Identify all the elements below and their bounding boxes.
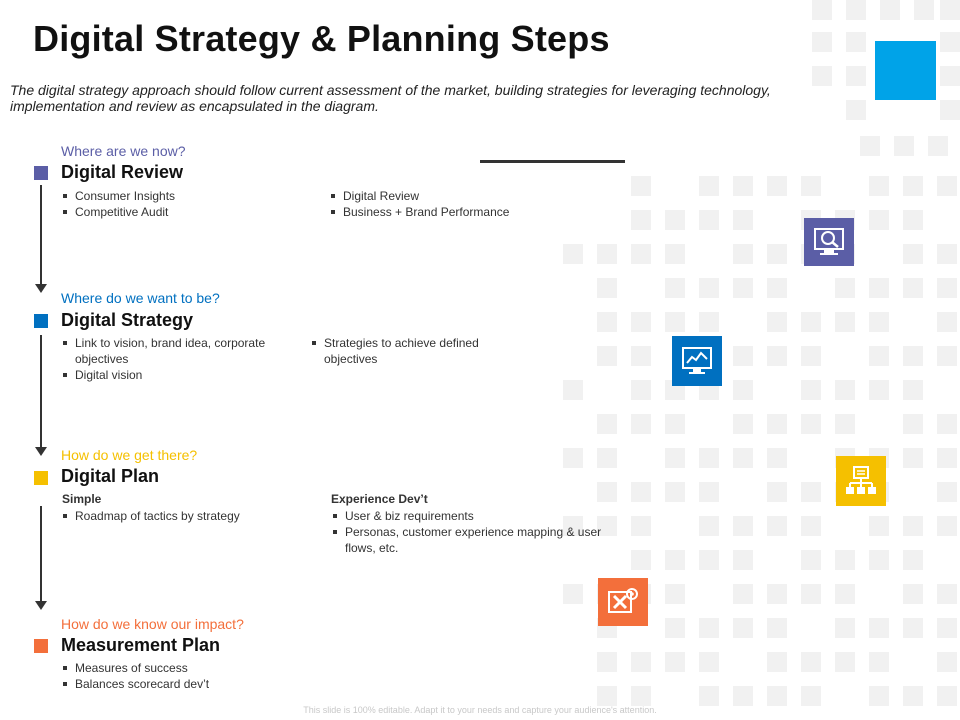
- grid-square: [835, 312, 855, 332]
- grid-square: [733, 346, 753, 366]
- grid-square: [733, 380, 753, 400]
- list-item: Balances scorecard dev’t: [61, 676, 301, 692]
- accent-square: [875, 41, 936, 100]
- step-arrow: [40, 506, 42, 602]
- grid-square: [665, 278, 685, 298]
- grid-square: [903, 414, 923, 434]
- grid-square: [903, 618, 923, 638]
- grid-square: [767, 516, 787, 536]
- grid-square: [767, 346, 787, 366]
- grid-square: [937, 312, 957, 332]
- grid-square: [767, 482, 787, 502]
- grid-square: [699, 618, 719, 638]
- list-item: Competitive Audit: [61, 204, 301, 220]
- grid-square: [860, 136, 880, 156]
- list-item: Measures of success: [61, 660, 301, 676]
- grid-square: [631, 244, 651, 264]
- page-title: Digital Strategy & Planning Steps: [33, 18, 610, 59]
- page-subtitle: The digital strategy approach should follow current assessment of the market, building strategies for leveraging technology, implementation and review as encapsulated in the diagram.: [10, 82, 771, 114]
- grid-square: [940, 66, 960, 86]
- grid-square: [597, 278, 617, 298]
- list-item: Consumer Insights: [61, 188, 301, 204]
- grid-square: [801, 414, 821, 434]
- step-review-list-1: [61, 188, 301, 220]
- grid-square: [631, 550, 651, 570]
- step-strategy-list-2: [310, 335, 510, 367]
- grid-square: [812, 0, 832, 20]
- list-item: Digital Review: [329, 188, 589, 204]
- grid-square: [767, 584, 787, 604]
- step-review-marker: [34, 166, 48, 180]
- grid-square: [801, 584, 821, 604]
- grid-square: [940, 32, 960, 52]
- grid-square: [801, 346, 821, 366]
- grid-square: [937, 346, 957, 366]
- grid-square: [801, 482, 821, 502]
- grid-square: [846, 32, 866, 52]
- grid-square: [767, 686, 787, 706]
- grid-square: [665, 482, 685, 502]
- grid-square: [699, 686, 719, 706]
- grid-square: [937, 278, 957, 298]
- grid-square: [563, 448, 583, 468]
- grid-square: [835, 278, 855, 298]
- grid-square: [767, 618, 787, 638]
- grid-square: [767, 448, 787, 468]
- step-strategy-heading: Digital Strategy: [61, 310, 194, 330]
- grid-square: [937, 448, 957, 468]
- grid-square: [835, 550, 855, 570]
- grid-square: [563, 244, 583, 264]
- grid-square: [631, 652, 651, 672]
- grid-square: [801, 652, 821, 672]
- grid-square: [903, 584, 923, 604]
- grid-square: [903, 448, 923, 468]
- grid-square: [631, 346, 651, 366]
- step-strategy-list-1: [61, 335, 291, 383]
- grid-square: [767, 176, 787, 196]
- grid-square: [665, 210, 685, 230]
- grid-square: [733, 176, 753, 196]
- grid-square: [937, 516, 957, 536]
- grid-square: [699, 210, 719, 230]
- grid-square: [937, 584, 957, 604]
- chart-monitor-icon: [672, 336, 722, 386]
- grid-square: [563, 584, 583, 604]
- grid-square: [869, 312, 889, 332]
- grid-square: [597, 652, 617, 672]
- grid-square: [869, 686, 889, 706]
- grid-square: [846, 100, 866, 120]
- step-plan-subhead-2: Experience Dev’t: [331, 492, 428, 506]
- grid-square: [801, 516, 821, 536]
- grid-square: [903, 550, 923, 570]
- grid-square: [665, 652, 685, 672]
- grid-square: [699, 278, 719, 298]
- grid-square: [869, 516, 889, 536]
- grid-square: [869, 176, 889, 196]
- step-measurement-question: How do we know our impact?: [61, 616, 244, 632]
- grid-square: [733, 584, 753, 604]
- grid-square: [597, 482, 617, 502]
- grid-square: [928, 136, 948, 156]
- tools-icon: [598, 578, 648, 626]
- step-plan-question: How do we get there?: [61, 447, 198, 463]
- step-plan-list-1: [61, 508, 301, 524]
- grid-square: [801, 312, 821, 332]
- step-arrow: [40, 335, 42, 448]
- divider-line: [480, 160, 625, 163]
- grid-square: [937, 482, 957, 502]
- step-measurement-marker: [34, 639, 48, 653]
- grid-square: [767, 414, 787, 434]
- grid-square: [914, 0, 934, 20]
- grid-square: [903, 516, 923, 536]
- grid-square: [631, 210, 651, 230]
- grid-square: [767, 278, 787, 298]
- footer-note: This slide is 100% editable. Adapt it to your needs and capture your audience's attention.: [303, 705, 657, 715]
- grid-square: [597, 448, 617, 468]
- grid-square: [903, 176, 923, 196]
- grid-square: [699, 550, 719, 570]
- grid-square: [846, 0, 866, 20]
- grid-square: [665, 414, 685, 434]
- step-measurement-list: [61, 660, 301, 692]
- grid-square: [733, 550, 753, 570]
- step-review-list-2: [329, 188, 589, 220]
- grid-square: [903, 210, 923, 230]
- grid-square: [869, 550, 889, 570]
- step-plan-subhead-1: Simple: [62, 492, 102, 506]
- list-item: Strategies to achieve defined objectives: [310, 335, 510, 367]
- grid-square: [835, 414, 855, 434]
- grid-square: [937, 176, 957, 196]
- grid-square: [733, 210, 753, 230]
- grid-square: [563, 380, 583, 400]
- list-item: Personas, customer experience mapping & user flows, etc.: [331, 524, 606, 556]
- list-item: Business + Brand Performance: [329, 204, 589, 220]
- grid-square: [940, 0, 960, 20]
- grid-square: [597, 312, 617, 332]
- step-measurement-heading: Measurement Plan: [61, 635, 221, 655]
- grid-square: [937, 618, 957, 638]
- grid-square: [631, 414, 651, 434]
- grid-square: [699, 312, 719, 332]
- grid-square: [869, 210, 889, 230]
- org-chart-icon: [836, 456, 886, 506]
- grid-square: [894, 136, 914, 156]
- step-strategy-marker: [34, 314, 48, 328]
- grid-square: [733, 686, 753, 706]
- grid-square: [665, 312, 685, 332]
- grid-square: [869, 652, 889, 672]
- list-item: User & biz requirements: [331, 508, 606, 524]
- grid-square: [631, 380, 651, 400]
- grid-square: [699, 448, 719, 468]
- grid-square: [767, 244, 787, 264]
- grid-square: [699, 482, 719, 502]
- grid-square: [767, 312, 787, 332]
- grid-square: [835, 618, 855, 638]
- step-strategy-question: Where do we want to be?: [61, 290, 220, 306]
- grid-square: [903, 380, 923, 400]
- step-plan-marker: [34, 471, 48, 485]
- step-arrow: [40, 185, 42, 285]
- grid-square: [937, 244, 957, 264]
- grid-square: [801, 686, 821, 706]
- grid-square: [699, 516, 719, 536]
- grid-square: [733, 278, 753, 298]
- grid-square: [665, 448, 685, 468]
- list-item: Digital vision: [61, 367, 291, 383]
- step-review-heading: Digital Review: [61, 162, 184, 182]
- grid-square: [665, 584, 685, 604]
- grid-square: [767, 652, 787, 672]
- grid-square: [733, 516, 753, 536]
- grid-square: [835, 584, 855, 604]
- grid-square: [699, 652, 719, 672]
- grid-square: [846, 66, 866, 86]
- step-plan-list-2: [331, 508, 606, 556]
- grid-square: [733, 244, 753, 264]
- list-item: Roadmap of tactics by strategy: [61, 508, 301, 524]
- grid-square: [903, 346, 923, 366]
- grid-square: [665, 618, 685, 638]
- grid-square: [903, 278, 923, 298]
- step-plan-heading: Digital Plan: [61, 466, 160, 486]
- grid-square: [835, 652, 855, 672]
- grid-square: [869, 618, 889, 638]
- list-item: Link to vision, brand idea, corporate objectives: [61, 335, 291, 367]
- grid-square: [835, 380, 855, 400]
- grid-square: [940, 100, 960, 120]
- grid-square: [631, 482, 651, 502]
- grid-square: [665, 550, 685, 570]
- grid-square: [903, 686, 923, 706]
- grid-square: [597, 244, 617, 264]
- grid-square: [937, 652, 957, 672]
- step-review-question: Where are we now?: [61, 143, 186, 159]
- magnifier-monitor-icon: [804, 218, 854, 266]
- grid-square: [869, 278, 889, 298]
- grid-square: [733, 448, 753, 468]
- grid-square: [665, 244, 685, 264]
- grid-square: [631, 686, 651, 706]
- grid-square: [869, 346, 889, 366]
- grid-square: [733, 618, 753, 638]
- grid-square: [801, 380, 821, 400]
- grid-square: [880, 0, 900, 20]
- grid-square: [631, 312, 651, 332]
- grid-square: [631, 176, 651, 196]
- grid-square: [869, 380, 889, 400]
- grid-square: [597, 686, 617, 706]
- grid-square: [937, 686, 957, 706]
- grid-square: [903, 244, 923, 264]
- grid-square: [733, 414, 753, 434]
- grid-square: [801, 176, 821, 196]
- grid-square: [597, 346, 617, 366]
- grid-square: [597, 414, 617, 434]
- grid-square: [699, 176, 719, 196]
- grid-square: [812, 32, 832, 52]
- grid-square: [937, 414, 957, 434]
- grid-square: [631, 516, 651, 536]
- grid-square: [801, 550, 821, 570]
